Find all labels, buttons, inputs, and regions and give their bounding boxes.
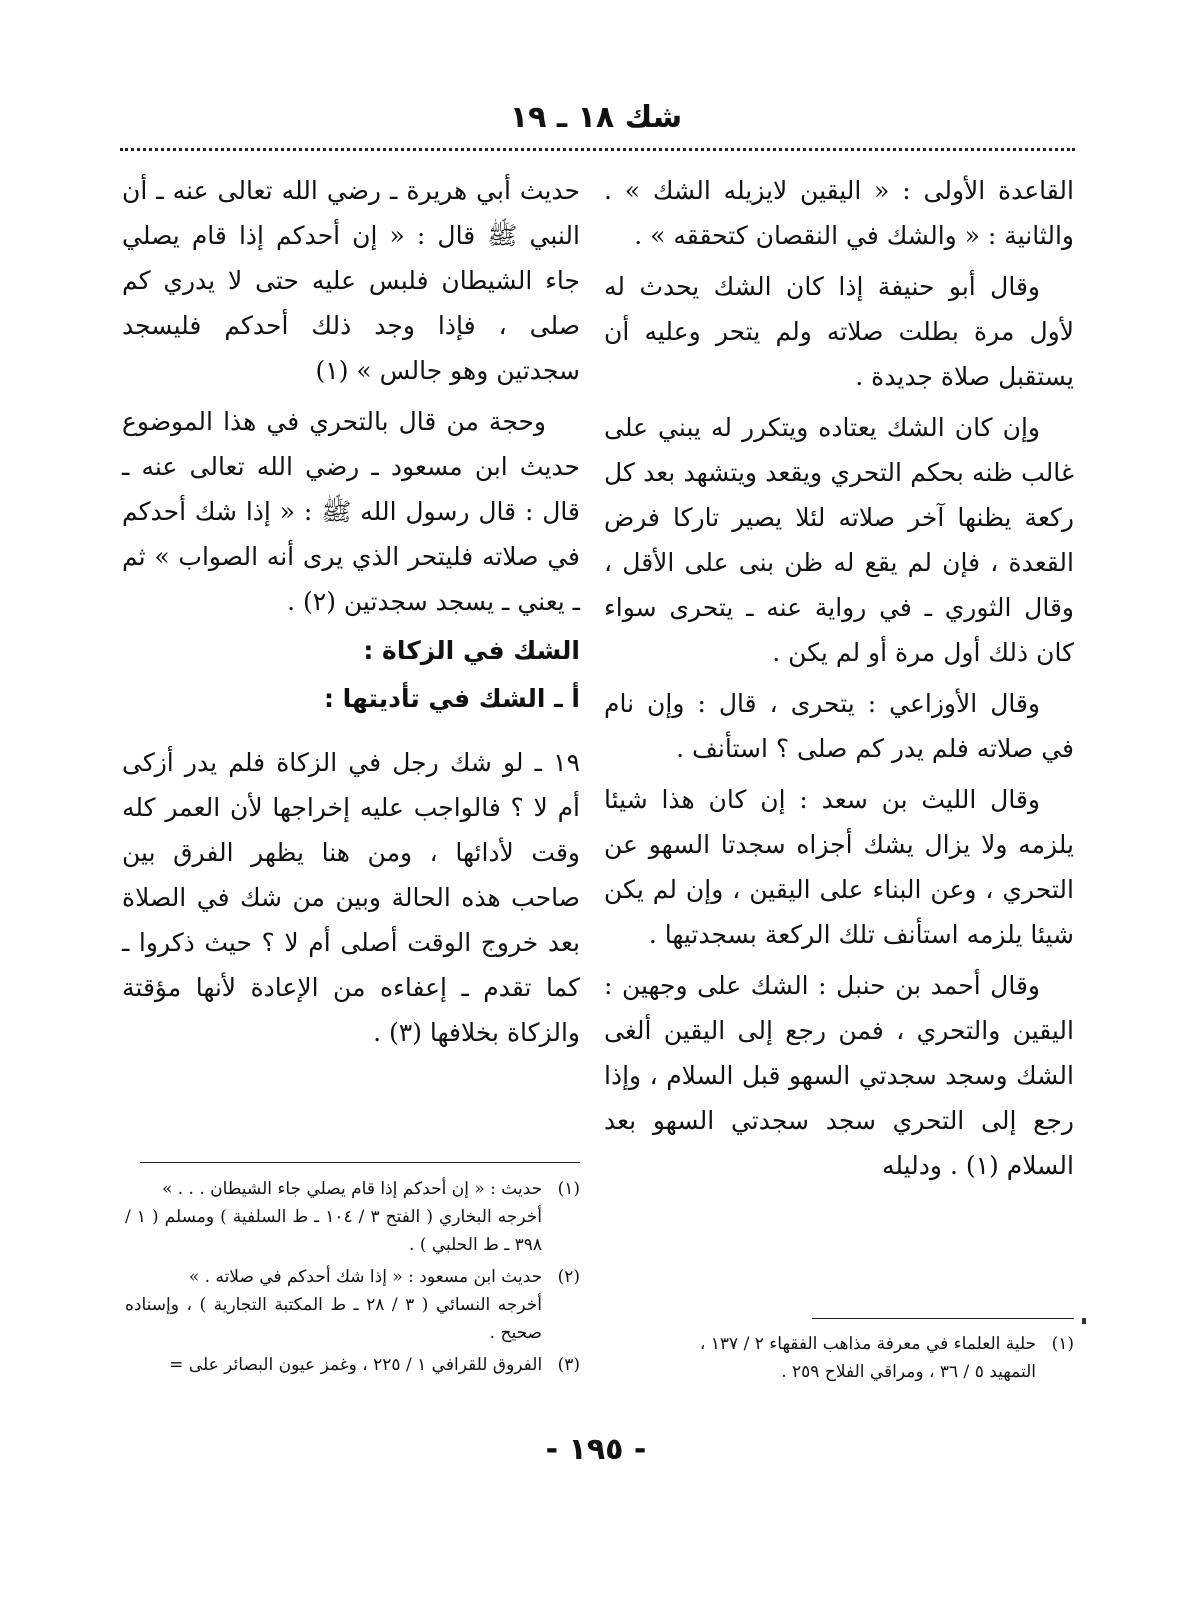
footnote [125, 1351, 580, 1379]
footnotes-right [604, 1330, 1074, 1390]
footnote-rule [140, 1162, 580, 1163]
footnote [604, 1330, 1074, 1386]
paragraph: وقال أحمد بن حنبل : الشك على وجهين : اليقين والتحري ، فمن رجع إلى اليقين ألغى الشك وسجد سجدتي السهو قبل السلام ، وإذا رجع إلى التحري سجد سجدتي السهو بعد السلام (١) . ودليله [604, 971, 1074, 1180]
footnote [125, 1263, 580, 1347]
footnote-text: الفروق للقرافي ١ / ٢٢٥ ، وغمز عيون البصائر على = [169, 1355, 543, 1375]
footnote-number: (٢) [557, 1267, 580, 1287]
right-column [604, 168, 1074, 1194]
footnote-number: (٣) [557, 1355, 580, 1375]
paragraph: القاعدة الأولى : « اليقين لايزيله الشك » . والثانية : « والشك في النقصان كتحققه » . [604, 176, 1074, 250]
footnote-continuation: أخرجه النسائي ( ٣ / ٢٨ ـ ط المكتبة التجارية ) ، وإسناده صحيح . [125, 1295, 542, 1343]
left-column [122, 168, 580, 1061]
header-dotted-rule [120, 148, 1075, 151]
footnote-text: حلية العلماء في معرفة مذاهب الفقهاء ٢ / ١٣٧ ، [699, 1334, 1037, 1354]
paragraph: حديث أبي هريرة ـ رضي الله تعالى عنه ـ أن النبي ﷺ قال : « إن أحدكم إذا قام يصلي جاء الشيطان فلبس عليه حتى لا يدري كم صلى ، فإذا وجد ذلك أحدكم فليسجد سجدتين وهو جالس » (١) [122, 176, 580, 385]
paragraph: وقال الليث بن سعد : إن كان هذا شيئا يلزمه ولا يزال يشك أجزاه سجدتا السهو عن التحري ، وعن البناء على اليقين ، وإن لم يكن شيئا يلزمه استأنف تلك الركعة بسجدتيها . [604, 785, 1074, 949]
subsection-heading: أ ـ الشك في تأديتها : [323, 684, 580, 713]
section-heading: الشك في الزكاة : [363, 636, 580, 665]
footnote-text: حديث ابن مسعود : « إذا شك أحدكم في صلاته . » [188, 1267, 543, 1287]
paragraph: وإن كان الشك يعتاده ويتكرر له يبني على غالب ظنه بحكم التحري ويقعد ويتشهد بعد كل ركعة يظنها آخر صلاته لئلا يصير تاركا فرض القعدة ، فإن لم يقع له ظن بنى على الأقل ، وقال الثوري ـ في رواية عنه ـ يتحرى سواء كان ذلك أول مرة أو لم يكن . [604, 413, 1074, 667]
footnote-rule [812, 1318, 1074, 1319]
paragraph: وقال الأوزاعي : يتحرى ، قال : وإن نام في صلاته فلم يدر كم صلى ؟ استأنف . [604, 689, 1074, 763]
footnote [125, 1175, 580, 1259]
stray-print-mark [1082, 1318, 1086, 1324]
footnote-continuation: التمهيد ٥ / ٣٦ ، ومراقي الفلاح ٢٥٩ . [781, 1362, 1036, 1382]
paragraph: وحجة من قال بالتحري في هذا الموضوع حديث ابن مسعود ـ رضي الله تعالى عنه ـ قال : قال رسول الله ﷺ : « إذا شك أحدكم في صلاته فليتحر الذي يرى أنه الصواب » ثم ـ يعني ـ يسجد سجدتين (٢) . [122, 407, 580, 616]
footnote-number: (١) [1051, 1334, 1074, 1354]
page-number: - ١٩٥ - [545, 1432, 647, 1467]
running-header: شك ١٨ ـ ١٩ [509, 100, 683, 135]
footnote-number: (١) [557, 1179, 580, 1199]
footnote-text: حديث : « إن أحدكم إذا قام يصلي جاء الشيطان . . . » [161, 1179, 543, 1199]
footnotes-left [125, 1175, 580, 1383]
footnote-continuation: أخرجه البخاري ( الفتح ٣ / ١٠٤ ـ ط السلفية ) ومسلم ( ١ / ٣٩٨ ـ ط الحلبي ) . [125, 1207, 542, 1255]
paragraph: وقال أبو حنيفة إذا كان الشك يحدث له لأول مرة بطلت صلاته ولم يتحر وعليه أن يستقبل صلاة جديدة . [604, 272, 1074, 391]
paragraph: ١٩ ـ لو شك رجل في الزكاة فلم يدر أزكى أم لا ؟ فالواجب عليه إخراجها لأن العمر كله وقت لأدائها ، ومن هنا يظهر الفرق بين صاحب هذه الحالة وبين من شك في الصلاة بعد خروج الوقت أصلى أم لا ؟ حيث ذكروا ـ كما تقدم ـ إعفاءه من الإعادة لأنها مؤقتة والزكاة بخلافها (٣) . [122, 748, 580, 1047]
